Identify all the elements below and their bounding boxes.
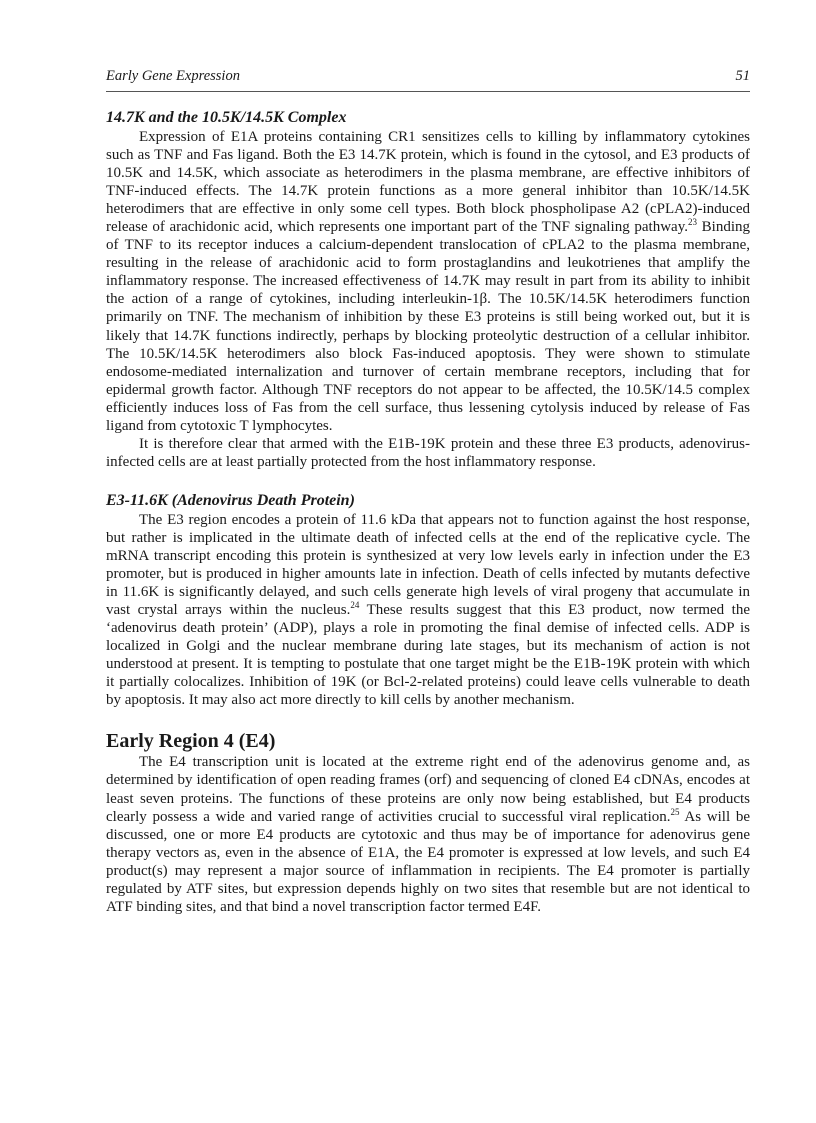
body-text — [106, 108, 750, 916]
citation-ref: 23 — [687, 217, 697, 228]
paragraph: It is therefore clear that armed with the E1B-19K protein and these three E3 products, adenovirus-infected cells are at least partially protected from the host inflammatory response. — [106, 435, 750, 470]
paragraph-text: Expression of E1A proteins containing CR1 sensitizes cells to killing by inflammatory cytokines such as TNF and Fas ligand. Both the E3 14.7K protein, which is found in the cytosol, and E3 products of 10.5K and 14.5K, which associate as heterodimers in the plasma membrane, are effective inhibitors of TNF-induced effects. The 14.7K protein functions as a more general inhibitor than 10.5K/14.5K heterodimers that are effective in only some cell types. Both block phospholipase A2 (cPLA2)-induced release of arachidonic acid, which represents one important part of the TNF signaling pathway. — [106, 129, 750, 236]
paragraph-text: As will be discussed, one or more E4 products are cytotoxic and thus may be of importance for adenovirus gene therapy vectors as, even in the absence of E1A, the E4 promoter is expressed at low levels, and such E4 product(s) may represent a major source of inflammation in recipients. The E4 promoter is partially regulated by ATF sites, but expression depends highly on two sites that resemble but are not identical to ATF binding sites, and that bind a novel transcription factor termed E4F. — [106, 808, 750, 915]
paragraph-text: These results suggest that this E3 product, now termed the ‘adenovirus death protein’ (ADP), plays a role in promoting the final demise of infected cells. ADP is localized in Golgi and the nuclear membrane during late stages, but its mechanism of action is not understood at present. It is tempting to postulate that one target might be the E1B-19K protein with which it partially colocalizes. Inhibition of 19K (or Bcl-2-related proteins) could leave cells vulnerable to death by apoptosis. It may also act more directly to kill cells by another mechanism. — [106, 602, 750, 709]
spacer — [106, 471, 750, 491]
section-heading-e4: Early Region 4 (E4) — [106, 730, 276, 753]
paragraph — [106, 753, 750, 915]
paragraph — [106, 511, 750, 710]
paragraph-text: Binding of TNF to its receptor induces a calcium-dependent translocation of cPLA2 to the plasma membrane, resulting in the release of arachidonic acid to form prostaglandins and leukotrienes that amplify the inflammatory response. The increased effectiveness of 14.7K may result in part from its ability to inhibit the action of a range of cytokines, including interleukin-1β. The 10.5K/14.5K heterodimers function primarily on TNF. The mechanism of inhibition by these E3 proteins is still being worked out, but it is likely that 14.7K functions indirectly, perhaps by blocking proteolytic destruction of a cellular inhibitor. The 10.5K/14.5K heterodimers also block Fas-induced apoptosis. They were shown to stimulate endosome-mediated internalization and turnover of certain membrane receptors, including that for epidermal growth factor. Although TNF receptors do not appear to be affected, the 10.5K/14.5 complex efficiently induces loss of Fas from the cell surface, thus lessening cytolysis induced by release of Fas ligand from cytotoxic T lymphocytes. — [106, 219, 750, 434]
paragraph — [106, 128, 750, 435]
running-head-title: Early Gene Expression — [106, 68, 240, 84]
page-number: 51 — [735, 68, 750, 84]
section-heading-adp: E3-11.6K (Adenovirus Death Protein) — [106, 491, 355, 509]
citation-ref: 24 — [350, 600, 360, 611]
spacer — [106, 709, 750, 729]
citation-ref: 25 — [670, 806, 680, 817]
section-heading-14-7k: 14.7K and the 10.5K/14.5K Complex — [106, 109, 347, 126]
paragraph-text: The E4 transcription unit is located at the extreme right end of the adenovirus genome and, as determined by identification of open reading frames (orf) and sequencing of cloned E4 cDNAs, encodes at least seven proteins. The functions of these proteins are only now being established, but E4 products clearly possess a wide and varied range of activities crucial to successful viral replication. — [106, 754, 750, 825]
running-head — [106, 68, 750, 92]
paragraph-text: The E3 region encodes a protein of 11.6 kDa that appears not to function against the host response, but rather is implicated in the ultimate death of infected cells at the end of the replicative cycle. The mRNA transcript encoding this protein is synthesized at very low levels early in infection under the E3 promoter, but is produced in higher amounts late in infection. Death of cells infected by mutants defective in 11.6K is significantly delayed, and such cells generate high levels of viral progeny that accumulate in vast crystal arrays within the nucleus. — [106, 511, 750, 619]
